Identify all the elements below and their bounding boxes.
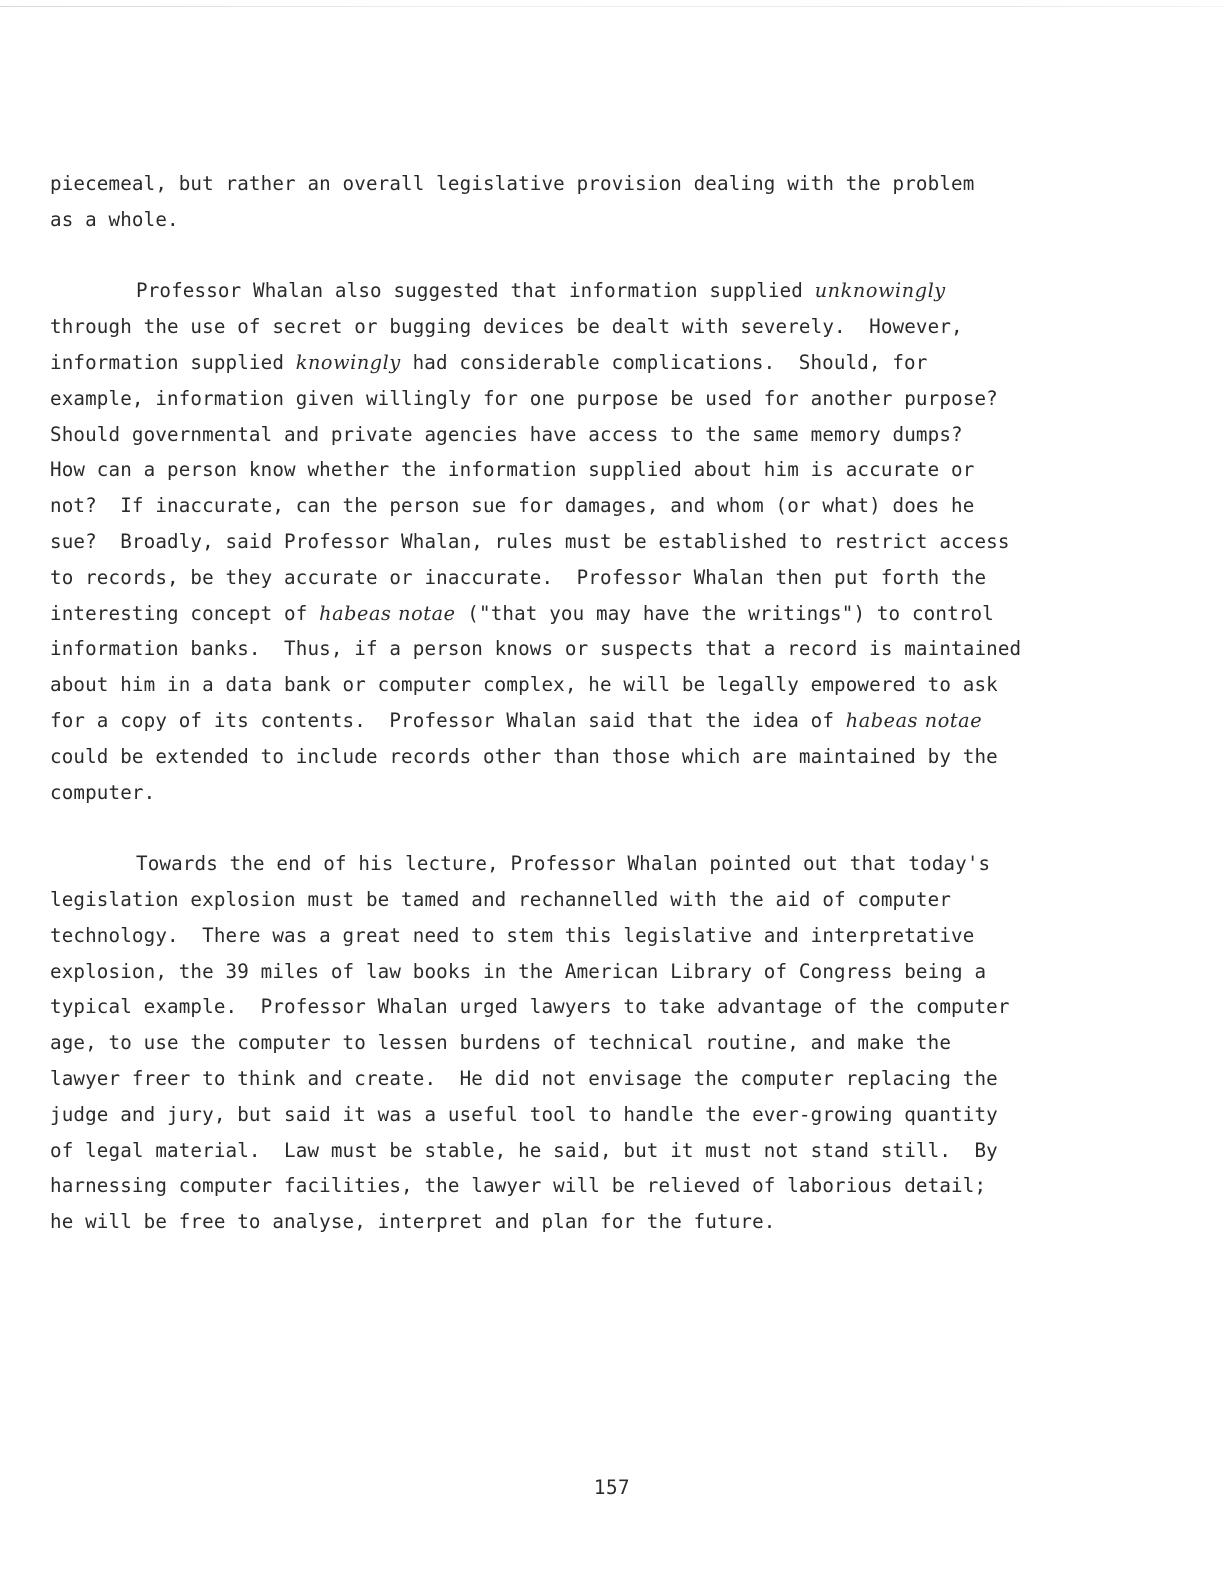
text-run: for a copy of its contents. Professor Whalan said that the idea of	[50, 708, 846, 732]
italic-term: knowingly	[295, 350, 401, 374]
text-run: judge and jury, but said it was a useful tool to handle the ever-growing quantity	[50, 1102, 998, 1126]
text-line	[50, 918, 1070, 954]
italic-term: unknowingly	[814, 279, 946, 303]
text-line	[50, 381, 1070, 417]
paragraph-gap	[50, 238, 1070, 274]
text-line	[50, 596, 1070, 632]
scan-edge-line	[0, 6, 1224, 7]
text-run: he will be free to analyse, interpret and plan for the future.	[50, 1210, 776, 1234]
text-line	[50, 1025, 1070, 1061]
text-run: ("that you may have the writings") to control	[455, 601, 994, 625]
text-run: technology. There was a great need to stem this legislative and interpretative	[50, 923, 975, 947]
text-line	[50, 882, 1070, 918]
text-line	[50, 703, 1070, 739]
text-run: interesting concept of	[50, 601, 320, 625]
text-line	[50, 166, 1070, 202]
text-run: information banks. Thus, if a person knows or suspects that a record is maintained	[50, 637, 1022, 661]
text-run: piecemeal, but rather an overall legislative provision dealing with the problem	[50, 172, 975, 195]
text-run: to records, be they accurate or inaccurate. Professor Whalan then put forth the	[50, 565, 987, 589]
text-line	[50, 202, 1070, 238]
text-run: had considerable complications. Should, for	[400, 350, 928, 374]
text-line	[50, 273, 1070, 309]
text-line	[50, 452, 1070, 488]
text-line	[50, 345, 1070, 381]
text-run: of legal material. Law must be stable, he said, but it must not stand still. By	[50, 1138, 998, 1162]
text-line	[50, 1168, 1070, 1204]
text-run: as a whole.	[50, 207, 179, 231]
text-run: information supplied	[50, 350, 296, 374]
page-number: 157	[593, 1476, 631, 1499]
paragraph-2	[50, 273, 1070, 810]
text-run: about him in a data bank or computer complex, he will be legally empowered to ask	[50, 673, 998, 697]
text-line	[50, 846, 1070, 882]
text-run: could be extended to include records other than those which are maintained by the	[50, 744, 998, 768]
paragraph-gap	[50, 810, 1070, 846]
text-run: typical example. Professor Whalan urged lawyers to take advantage of the computer	[50, 995, 1010, 1019]
text-line	[50, 667, 1070, 703]
text-line	[50, 488, 1070, 524]
text-run: not? If inaccurate, can the person sue for damages, and whom (or what) does he	[50, 494, 975, 518]
text-run: lawyer freer to think and create. He did not envisage the computer replacing the	[50, 1066, 998, 1090]
text-run: Professor Whalan also suggested that information supplied	[136, 279, 815, 303]
text-run: sue? Broadly, said Professor Whalan, rules must be established to restrict access	[50, 529, 1010, 553]
text-line	[50, 1061, 1070, 1097]
text-line	[50, 309, 1070, 345]
text-run: through the use of secret or bugging devices be dealt with severely. However,	[50, 315, 963, 339]
text-run: legislation explosion must be tamed and rechannelled with the aid of computer	[50, 887, 952, 911]
text-run: Should governmental and private agencies have access to the same memory dumps?	[50, 422, 963, 446]
text-run: example, information given willingly for one purpose be used for another purpose?	[50, 386, 998, 410]
text-line	[50, 631, 1070, 667]
body-text	[50, 166, 1070, 1240]
text-line	[50, 560, 1070, 596]
text-line	[50, 775, 1070, 811]
text-line	[50, 524, 1070, 560]
italic-term: habeas notae	[845, 708, 983, 732]
text-line	[50, 1133, 1070, 1169]
text-line	[50, 1204, 1070, 1240]
text-line	[50, 1097, 1070, 1133]
text-run: age, to use the computer to lessen burdens of technical routine, and make the	[50, 1031, 952, 1055]
text-run: harnessing computer facilities, the lawyer will be relieved of laborious detail;	[50, 1174, 987, 1198]
text-run: computer.	[50, 780, 156, 804]
text-run: Towards the end of his lecture, Professor Whalan pointed out that today's	[136, 852, 991, 876]
text-run: How can a person know whether the information supplied about him is accurate or	[50, 458, 975, 482]
text-line	[50, 739, 1070, 775]
italic-term: habeas notae	[319, 601, 456, 625]
text-run: explosion, the 39 miles of law books in the American Library of Congress being a	[50, 959, 987, 983]
text-line	[50, 989, 1070, 1025]
paragraph-3	[50, 846, 1070, 1240]
text-line	[50, 954, 1070, 990]
text-line	[50, 417, 1070, 453]
paragraph-1	[50, 166, 1070, 238]
